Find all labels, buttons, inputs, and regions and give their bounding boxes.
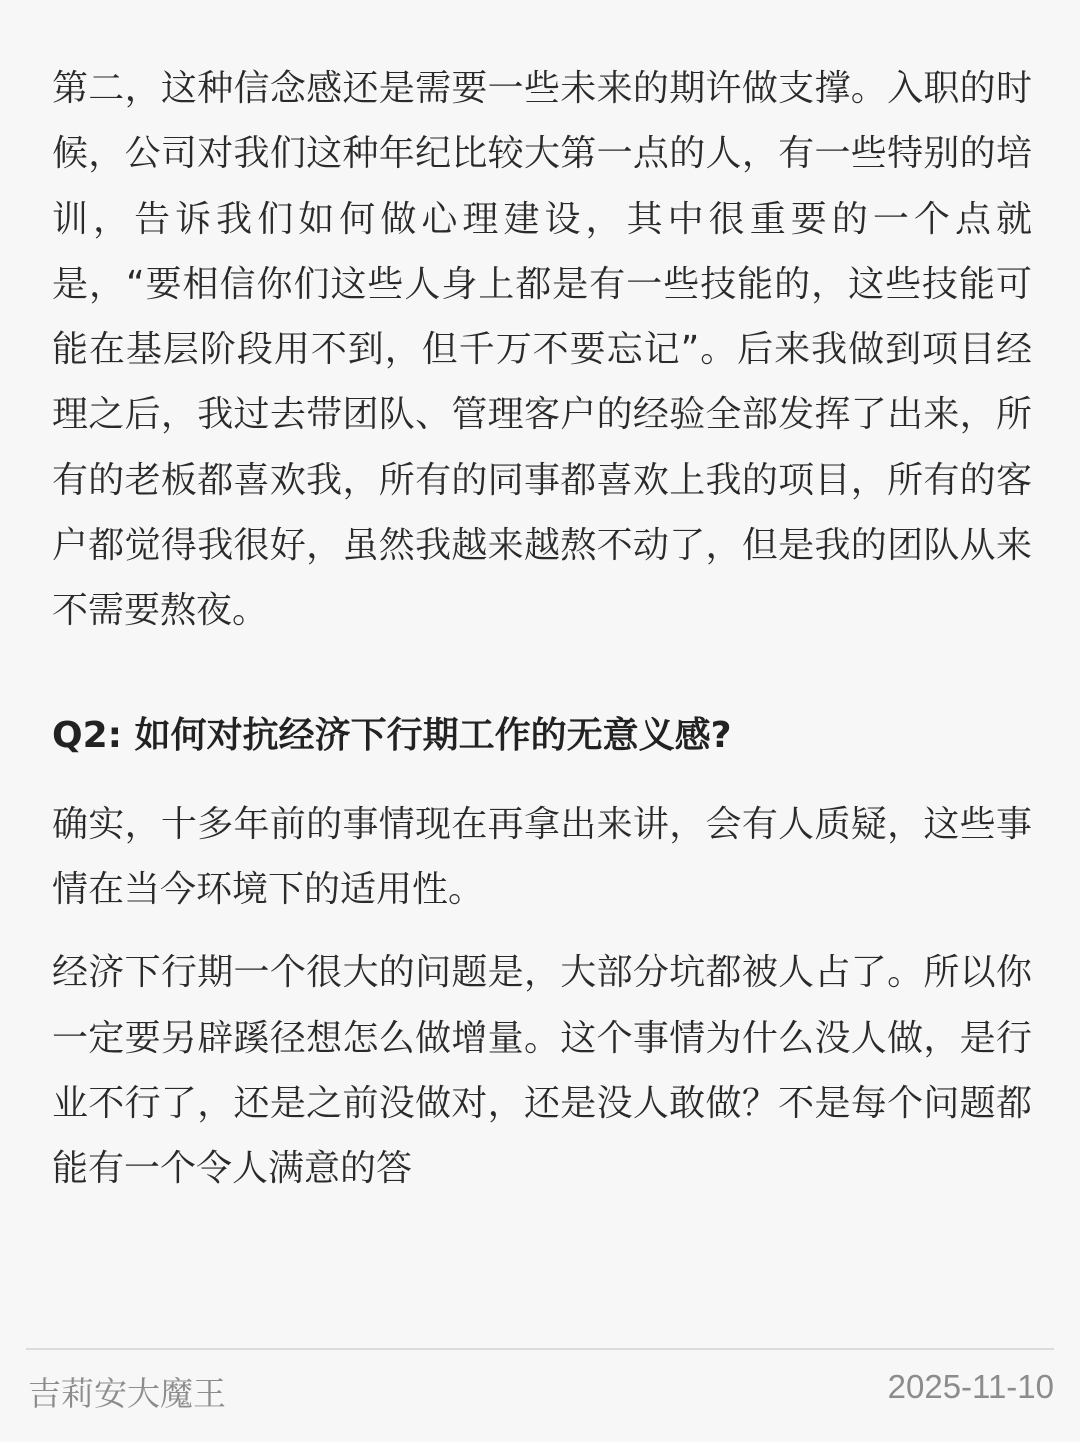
section-heading-q2: Q2: 如何对抗经济下行期工作的无意义感? [52,714,732,756]
footer-bar [26,1348,1054,1442]
paragraph-belief: 第二，这种信念感还是需要一些未来的期许做支撑。入职的时候，公司对我们这种年纪比较大第一点的人，有一些特别的培训，告诉我们如何做心理建设，其中很重要的一个点就是，“要相信你们这些人身上都是有一些技能的，这些技能可能在基层阶段用不到，但千万不要忘记”。后来我做到项目经理之后，我过去带团队、管理客户的经验全部发挥了出来，所有的老板都喜欢我，所有的同事都喜欢上我的项目，所有的客户都觉得我很好，虽然我越来越熬不动了，但是我的团队从来不需要熬夜。 [52,68,1032,632]
post-date: 2025-11-10 [887,1368,1054,1405]
paragraph-downturn: 经济下行期一个很大的问题是，大部分坑都被人占了。所以你一定要另辟蹊径想怎么做增量。这个事情为什么没人做，是行业不行了，还是之前没做对，还是没人敢做？不是每个问题都能有一个令人满意的答 [52,952,1032,1190]
author-name[interactable]: 吉莉安大魔王 [28,1374,226,1413]
article-body [52,56,1032,1201]
paragraph-doubt: 确实，十多年前的事情现在再拿出来讲，会有人质疑，这些事情在当今环境下的适用性。 [52,803,1032,910]
